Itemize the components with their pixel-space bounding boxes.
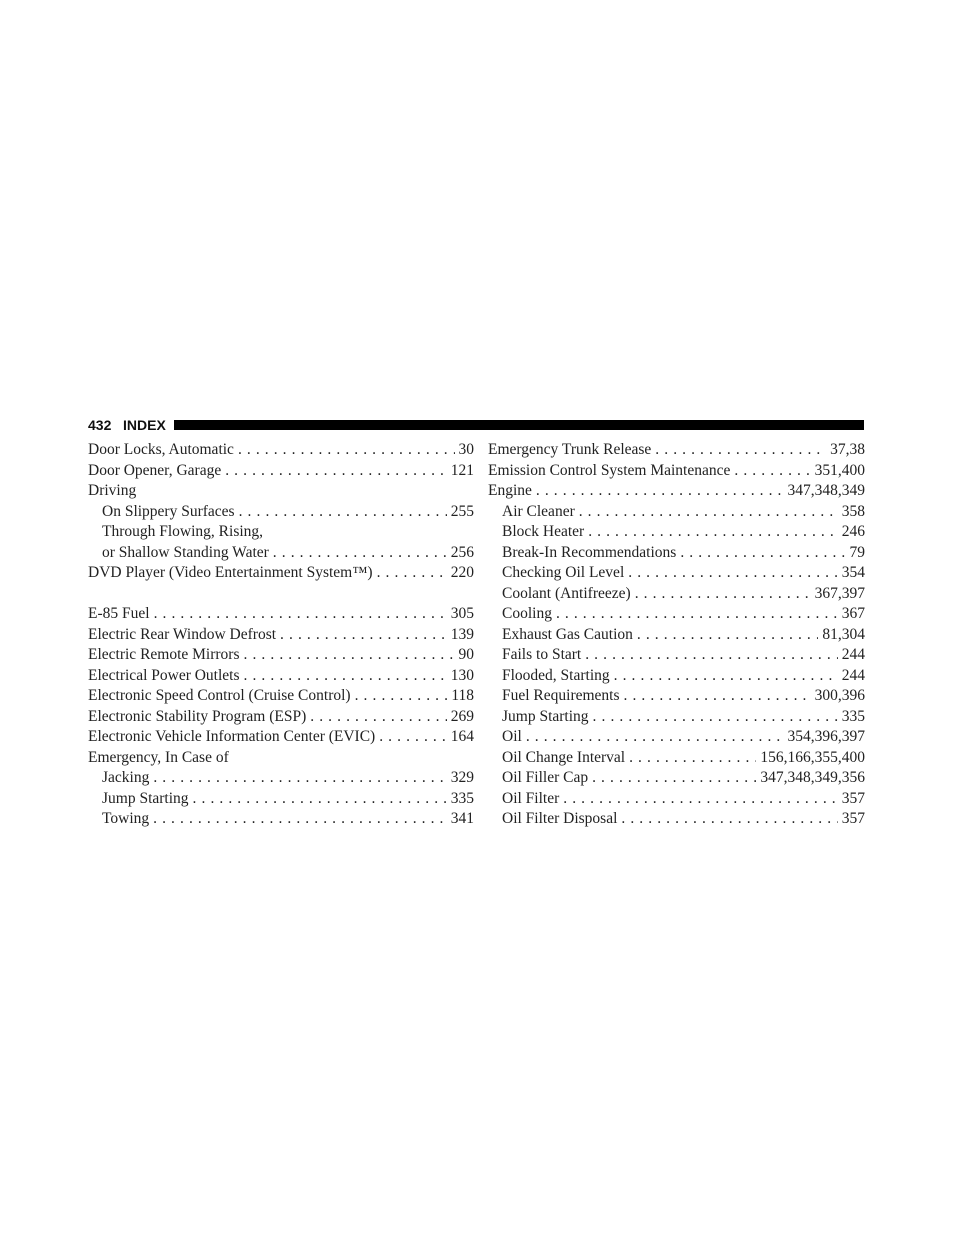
entry-page: 357 [841, 789, 865, 807]
entry-label: Exhaust Gas Caution [502, 625, 633, 643]
index-subentry [488, 584, 865, 605]
dot-leader [273, 543, 447, 564]
dot-leader [585, 645, 838, 666]
entry-page: 156,166,355,400 [760, 748, 865, 766]
entry-label: E-85 Fuel [88, 605, 150, 622]
entry-page: 79 [849, 543, 865, 561]
entry-label: Oil Filler Cap [502, 769, 589, 786]
index-subentry [88, 809, 474, 830]
dot-leader [238, 440, 455, 461]
entry-page: 30 [458, 441, 474, 458]
dot-leader [628, 563, 838, 584]
entry-label: Electrical Power Outlets [88, 666, 240, 684]
index-entry [88, 727, 474, 748]
dot-leader [621, 809, 837, 830]
entry-page: 347,348,349 [787, 482, 865, 499]
index-subentry [88, 543, 474, 564]
dot-leader [153, 768, 446, 789]
page-number: 432 [88, 417, 112, 433]
entry-label: Towing [102, 810, 150, 827]
dot-leader [377, 563, 447, 584]
entry-label: Cooling [502, 605, 552, 622]
entry-page: 354 [841, 564, 865, 581]
entry-page: 351,400 [814, 461, 865, 479]
entry-label: Electronic Stability Program (ESP) [88, 707, 307, 725]
entry-label: Emergency Trunk Release [488, 441, 652, 458]
entry-label: On Slippery Surfaces [102, 502, 235, 520]
dot-leader [637, 625, 819, 646]
index-subentry [88, 768, 474, 789]
entry-page: 118 [451, 687, 474, 704]
entry-page: 256 [450, 543, 474, 561]
dot-leader [193, 789, 447, 810]
entry-page: 37,38 [830, 441, 865, 458]
entry-page: 367,397 [814, 584, 865, 602]
index-subentry [488, 707, 865, 728]
dot-leader [556, 604, 838, 625]
dot-leader [734, 461, 810, 482]
index-subentry [488, 789, 865, 810]
dot-leader [579, 502, 838, 523]
entry-page: 341 [450, 810, 474, 827]
entry-label: Electric Remote Mirrors [88, 646, 240, 663]
entry-page: 357 [841, 810, 865, 827]
dot-leader [280, 625, 447, 646]
dot-leader [593, 707, 838, 728]
entry-label: Fails to Start [502, 646, 582, 663]
entry-label: DVD Player (Video Entertainment System™) [88, 564, 373, 581]
entry-page: 164 [450, 728, 474, 745]
dot-leader [624, 686, 811, 707]
entry-page: 90 [458, 646, 474, 663]
dot-leader [655, 440, 826, 461]
index-entry [88, 686, 474, 707]
entry-label: or Shallow Standing Water [102, 543, 269, 561]
index-entry [88, 666, 474, 687]
index-entry [488, 461, 865, 482]
dot-leader [225, 461, 447, 482]
entry-label: Coolant (Antifreeze) [502, 584, 631, 602]
entry-label: Block Heater [502, 523, 585, 540]
index-entry [88, 748, 474, 769]
index-entry [488, 440, 865, 461]
index-subentry [488, 686, 865, 707]
entry-label: Emission Control System Maintenance [488, 461, 731, 479]
index-column-right [488, 440, 865, 830]
index-entry [88, 645, 474, 666]
dot-leader [588, 522, 838, 543]
entry-label: Flooded, Starting [502, 666, 610, 684]
index-subentry [488, 727, 865, 748]
entry-page: 335 [841, 707, 865, 725]
section-title: INDEX [123, 417, 166, 433]
index-subentry [88, 789, 474, 810]
index-subentry [488, 748, 865, 769]
index-entry [88, 461, 474, 482]
header-rule [174, 420, 864, 430]
index-subentry [488, 645, 865, 666]
entry-label: Air Cleaner [502, 502, 575, 520]
index-subentry [488, 522, 865, 543]
entry-label: Break-In Recommendations [502, 543, 677, 561]
entry-label: Door Opener, Garage [88, 461, 222, 479]
dot-leader [563, 789, 837, 810]
dot-leader [379, 727, 447, 748]
index-entry [88, 707, 474, 728]
dot-leader [153, 809, 447, 830]
entry-label: Through Flowing, Rising, [102, 523, 264, 540]
entry-page: 367 [841, 605, 865, 622]
dot-leader [239, 502, 447, 523]
index-entry [88, 625, 474, 646]
index-entry [488, 481, 865, 502]
entry-label: Oil Filter Disposal [502, 810, 618, 827]
dot-leader [154, 604, 447, 625]
index-subentry [488, 563, 865, 584]
entry-label: Checking Oil Level [502, 564, 625, 581]
entry-label: Electronic Vehicle Information Center (EVIC) [88, 728, 376, 745]
entry-label: Fuel Requirements [502, 687, 620, 704]
dot-leader [526, 727, 784, 748]
index-subentry [488, 809, 865, 830]
entry-page: 246 [841, 523, 865, 540]
entry-label: Oil Filter [502, 789, 560, 807]
index-subentry [88, 502, 474, 523]
entry-label: Door Locks, Automatic [88, 441, 234, 458]
index-column-left [88, 440, 474, 830]
entry-label: Electric Rear Window Defrost [88, 625, 277, 643]
index-subentry [488, 502, 865, 523]
dot-leader [614, 666, 838, 687]
entry-label: Emergency, In Case of [88, 748, 229, 766]
dot-leader [592, 768, 756, 789]
entry-label: Driving [88, 482, 137, 499]
dot-leader [635, 584, 811, 605]
index-subentry [488, 768, 865, 789]
dot-leader [680, 543, 845, 564]
index-subentry [88, 522, 474, 543]
entry-page: 121 [450, 461, 474, 479]
entry-page: 347,348,349,356 [760, 769, 865, 786]
dot-leader [244, 666, 447, 687]
entry-page: 329 [450, 769, 474, 786]
entry-label: Oil [502, 728, 522, 745]
entry-page: 139 [450, 625, 474, 643]
index-subentry [488, 543, 865, 564]
entry-label: Jump Starting [502, 707, 589, 725]
index-subentry [488, 666, 865, 687]
entry-page: 300,396 [814, 687, 865, 704]
index-entry [88, 604, 474, 625]
entry-page: 244 [841, 646, 865, 663]
entry-page: 130 [450, 666, 474, 684]
entry-page: 269 [450, 707, 474, 725]
index-entry [88, 563, 474, 584]
dot-leader [629, 748, 756, 769]
entry-label: Jacking [102, 769, 150, 786]
entry-page: 220 [450, 564, 474, 581]
entry-page: 354,396,397 [787, 728, 865, 745]
entry-page: 335 [450, 789, 474, 807]
entry-page: 81,304 [822, 625, 865, 643]
index-subentry [488, 604, 865, 625]
dot-leader [310, 707, 446, 728]
entry-page: 305 [450, 605, 474, 622]
entry-page: 358 [841, 502, 865, 520]
index-subentry [488, 625, 865, 646]
page-header [88, 416, 864, 434]
entry-page: 244 [841, 666, 865, 684]
entry-label: Jump Starting [102, 789, 189, 807]
entry-page: 255 [450, 502, 474, 520]
dot-leader [244, 645, 455, 666]
entry-label: Engine [488, 482, 532, 499]
entry-label: Oil Change Interval [502, 748, 626, 766]
index-entry [88, 440, 474, 461]
dot-leader [355, 686, 448, 707]
entry-label: Electronic Speed Control (Cruise Control) [88, 687, 351, 704]
index-entry [88, 481, 474, 502]
dot-leader [536, 481, 784, 502]
